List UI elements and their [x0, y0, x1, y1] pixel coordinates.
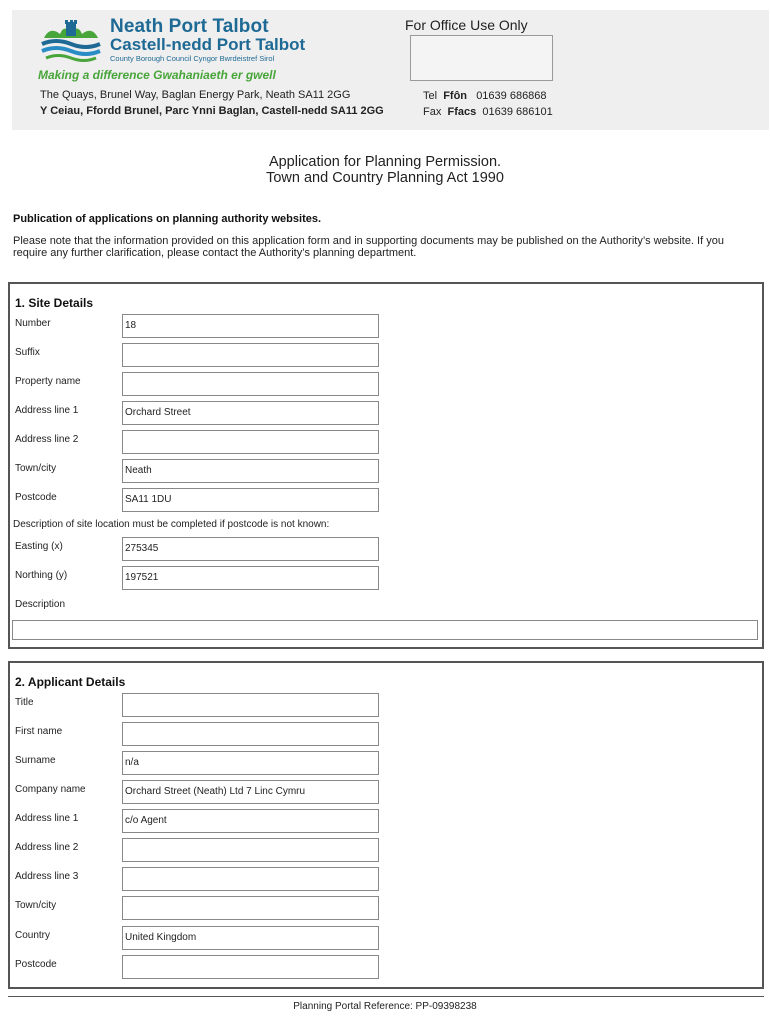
applicant-company-field[interactable]: Orchard Street (Neath) Ltd 7 Linc Cymru — [122, 780, 379, 804]
site-address-line1-label: Address line 1 — [15, 405, 79, 416]
site-number-label: Number — [15, 318, 51, 329]
easting-label: Easting (x) — [15, 541, 63, 552]
council-slogan: Making a difference Gwahaniaeth er gwell — [38, 68, 276, 82]
tel-label-welsh: Ffôn — [443, 90, 468, 102]
address-welsh: Y Ceiau, Ffordd Brunel, Parc Ynni Baglan, Castell-nedd SA11 2GG — [40, 105, 384, 117]
applicant-country-field[interactable]: United Kingdom — [122, 926, 379, 950]
form-title: Application for Planning Permission. — [268, 154, 502, 170]
council-header — [12, 10, 769, 130]
applicant-surname-field[interactable]: n/a — [122, 751, 379, 775]
publication-heading: Publication of applications on planning authority websites. — [13, 213, 322, 225]
fax-line — [423, 106, 553, 118]
applicant-first-name-label: First name — [15, 726, 63, 737]
description-field[interactable] — [12, 620, 758, 640]
site-location-note: Description of site location must be completed if postcode is not known: — [13, 519, 330, 530]
office-use-box — [410, 35, 553, 81]
applicant-first-name-field[interactable] — [122, 722, 379, 746]
applicant-country-label: Country — [15, 930, 51, 941]
site-suffix-label: Suffix — [15, 347, 40, 358]
publication-notice: Please note that the information provided on this application form and in supporting documents may be published on the Authority’s website. If you require any further clarification, please contact the Authority’s planning department. — [13, 235, 724, 259]
applicant-address-line3-field[interactable] — [122, 867, 379, 891]
applicant-address-line1-label: Address line 1 — [15, 813, 79, 824]
applicant-details-heading: 2. Applicant Details — [15, 675, 126, 689]
site-property-name-field[interactable] — [122, 372, 379, 396]
tel-label: Tel — [423, 90, 438, 102]
site-address-line1-field[interactable]: Orchard Street — [122, 401, 379, 425]
council-logo-icon — [40, 20, 102, 64]
northing-label: Northing (y) — [15, 570, 68, 581]
site-suffix-field[interactable] — [122, 343, 379, 367]
fax-label: Fax — [423, 106, 442, 118]
site-address-line2-label: Address line 2 — [15, 434, 79, 445]
applicant-address-line2-field[interactable] — [122, 838, 379, 862]
applicant-town-field[interactable] — [122, 896, 379, 920]
tel-number: 01639 686868 — [476, 90, 547, 102]
applicant-address-line1-field[interactable]: c/o Agent — [122, 809, 379, 833]
northing-field[interactable]: 197521 — [122, 566, 379, 590]
applicant-title-field[interactable] — [122, 693, 379, 717]
easting-field[interactable]: 275345 — [122, 537, 379, 561]
office-use-title: For Office Use Only — [405, 17, 528, 33]
applicant-town-label: Town/city — [15, 900, 57, 911]
fax-label-welsh: Ffacs — [447, 106, 477, 118]
site-property-name-label: Property name — [15, 376, 81, 387]
applicant-address-line2-label: Address line 2 — [15, 842, 79, 853]
applicant-company-label: Company name — [15, 784, 86, 795]
applicant-title-label: Title — [15, 697, 34, 708]
telephone-line — [423, 90, 547, 102]
site-town-field[interactable]: Neath — [122, 459, 379, 483]
council-name-english: Neath Port Talbot — [110, 16, 269, 37]
planning-portal-reference: Planning Portal Reference: PP-09398238 — [293, 1001, 477, 1012]
site-postcode-field[interactable]: SA11 1DU — [122, 488, 379, 512]
applicant-address-line3-label: Address line 3 — [15, 871, 79, 882]
applicant-surname-label: Surname — [15, 755, 56, 766]
fax-number: 01639 686101 — [482, 106, 553, 118]
form-subtitle: Town and Country Planning Act 1990 — [266, 170, 504, 186]
description-label: Description — [15, 599, 66, 610]
site-town-label: Town/city — [15, 463, 57, 474]
council-name-welsh: Castell-nedd Port Talbot — [110, 35, 306, 54]
footer-divider — [8, 996, 764, 997]
site-details-heading: 1. Site Details — [15, 296, 94, 310]
site-address-line2-field[interactable] — [122, 430, 379, 454]
site-number-field[interactable]: 18 — [122, 314, 379, 338]
site-postcode-label: Postcode — [15, 492, 57, 503]
applicant-postcode-label: Postcode — [15, 959, 57, 970]
council-subtitle: County Borough Council Cyngor Bwrdeistref Sirol — [110, 54, 275, 63]
address-english: The Quays, Brunel Way, Baglan Energy Park, Neath SA11 2GG — [40, 89, 351, 101]
applicant-postcode-field[interactable] — [122, 955, 379, 979]
